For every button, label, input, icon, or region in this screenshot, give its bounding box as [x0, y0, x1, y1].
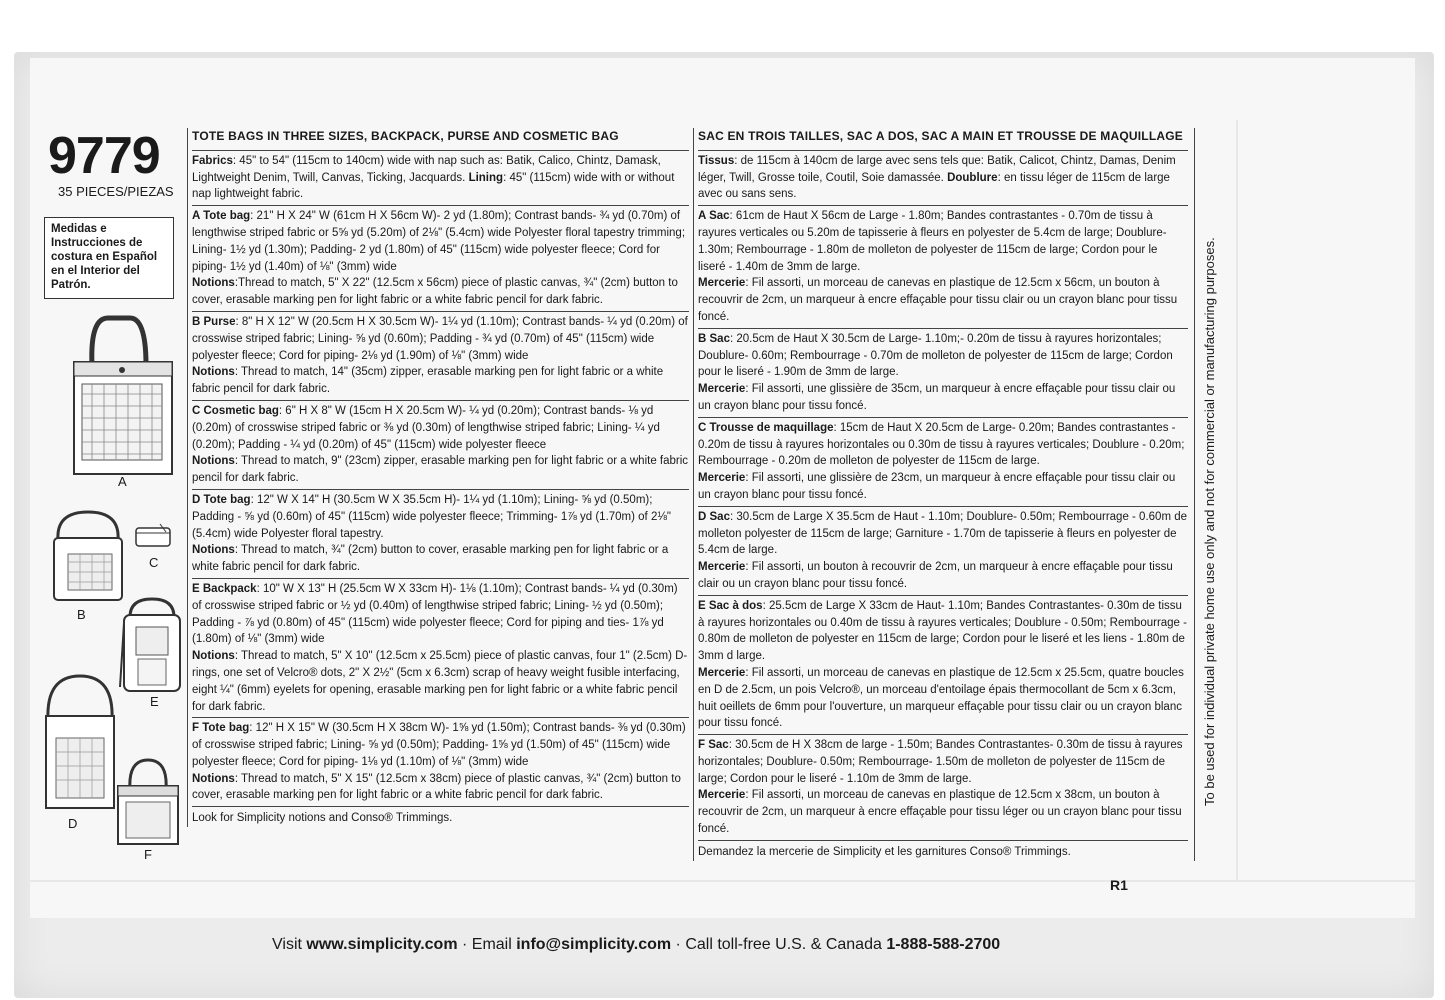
contact-bar — [272, 936, 1000, 954]
view-f-section — [192, 717, 689, 806]
mercerie-label: Mercerie — [698, 561, 746, 574]
purse-b-illustration — [48, 510, 128, 610]
notions-label: Notions — [192, 455, 235, 468]
view-b-label: B Purse — [192, 315, 236, 328]
vue-c-mercerie: : Fil assorti, une glissière de 23cm, un marqueur à encre effaçable pour tissu clair ou un crayon blanc pour tissu foncé. — [698, 472, 1176, 501]
view-f-text: : 12" H X 15" W (30.5cm H X 38cm W)- 1⅝ yd (1.50m); Contrast bands- ⅜ yd (0.30m) of crosswise striped fabric; Lining- ⅝ yd (0.50m); Padding- 1⅝ yd (1.50m) of 45" (115cm) wide polyester fleece; Cord for piping- 1⅛ yd (1.10m) of ⅛" (3mm) wide — [192, 722, 686, 768]
cosmetic-bag-c-illustration — [134, 520, 174, 550]
notions-label: Notions — [192, 544, 235, 557]
view-b-text: : 8" H X 12" W (20.5cm H X 30.5cm W)- 1¼ yd (1.10m); Contrast bands- ¼ yd (0.20m) of crosswise striped fabric; Lining- ⅝ yd (0.60m); Padding - ¾ yd (0.70m) of 45" (115cm) wide polyester fleece; Cord for piping- 2⅛ yd (1.90m) of ⅛" (3mm) wide — [192, 315, 688, 362]
english-instructions-column — [187, 128, 689, 827]
notions-label: Notions — [192, 277, 235, 290]
backpack-e-illustration — [118, 597, 188, 697]
mercerie-label: Mercerie — [698, 277, 746, 290]
figure-label-a: A — [118, 474, 127, 489]
vue-f-text: : 30.5cm de H X 38cm de large - 1.50m; Bandes Contrastantes- 0.30m de tissu à rayures horizontales; Doublure- 0.50m; Rembourrage- 1.50m de molleton de polyester de 115cm de large; Cordon pour le liseré - 1.10m de 3mm de large. — [698, 739, 1183, 785]
lining-label: Lining — [468, 171, 504, 184]
figure-label-b: B — [77, 607, 86, 622]
notions-label: Notions — [192, 366, 235, 379]
view-d-label: D Tote bag — [192, 493, 251, 506]
figure-label-d: D — [68, 816, 78, 831]
view-f-label: F Tote bag — [192, 722, 250, 735]
vue-b-section — [698, 328, 1188, 417]
usage-notice: To be used for individual private home use only and not for commercial or manufacturing purposes. — [1202, 237, 1217, 806]
lining-text: : 45" (115cm) wide with or without nap lightweight fabric. — [192, 171, 675, 201]
vue-e-section — [698, 595, 1188, 734]
tissus-label: Tissus — [698, 154, 735, 167]
tissus-section — [698, 150, 1188, 205]
notions-label: Notions — [192, 650, 235, 663]
vue-a-mercerie: : Fil assorti, un morceau de canevas en plastique de 12.5cm x 56cm, un bouton à recouvrir de 2cm, un marqueur à encre effaçable pour tissu clair ou un crayon blanc pour tissu foncé. — [698, 277, 1178, 323]
vue-c-label: C Trousse de maquillage — [698, 421, 834, 434]
vue-b-label: B Sac — [698, 332, 730, 345]
phone-number[interactable]: 1-888-588-2700 — [886, 936, 1001, 953]
tote-bag-d-illustration — [40, 672, 120, 812]
figure-label-e: E — [150, 694, 159, 709]
view-d-section — [192, 489, 689, 578]
view-d-notions: : Thread to match, ¾" (2cm) button to cover, erasable marking pen for light fabric or a white fabric pencil for dark fabric. — [192, 544, 669, 574]
vue-d-text: : 30.5cm de Large X 35.5cm de Haut - 1.10m; Doublure- 0.50m; Rembourrage - 0.60m de molleton polyester de 115cm de large; Garniture - 1.70m de tapisserie à fleurs en polyester de 5.4cm de large. — [698, 510, 1188, 557]
vue-a-label: A Sac — [698, 210, 730, 223]
visit-text: Visit — [272, 936, 307, 953]
separator-text: · Call toll-free U.S. & Canada — [671, 936, 887, 953]
view-e-section — [192, 578, 689, 717]
view-c-label: C Cosmetic bag — [192, 404, 279, 417]
french-title: SAC EN TROIS TAILLES, SAC A DOS, SAC A MAIN ET TROUSSE DE MAQUILLAGE — [698, 129, 1183, 143]
fabrics-text: : 45" to 54" (115cm to 140cm) wide with nap such as: Batik, Calico, Chintz, Damask, Lightweight Denim, Twill, Canvas, Ticking, Jacquards. — [192, 154, 661, 184]
vue-e-label: E Sac à dos — [698, 599, 763, 612]
vue-a-section — [698, 205, 1188, 328]
vue-c-section — [698, 417, 1188, 506]
view-c-notions: : Thread to match, 9" (23cm) zipper, erasable marking pen for light fabric or a white fabric pencil for dark fabric. — [192, 455, 689, 485]
vue-b-text: : 20.5cm de Haut X 30.5cm de Large- 1.10m;- 0.20m de tissu à rayures horizontales; Doublure- 0.60m; Rembourrage - 0.70m de molleton de polyester de 115cm de large; Cordon pour le liseré - 1.90m de 3mm de large. — [698, 332, 1173, 379]
notions-label: Notions — [192, 772, 235, 785]
doublure-label: Doublure — [947, 171, 998, 184]
pattern-number: 9779 — [48, 127, 160, 185]
vue-f-section — [698, 734, 1188, 840]
view-e-text: : 10" W X 13" H (25.5cm W X 33cm H)- 1⅛ (1.10m); Contrast bands- ¼ yd (0.30m) of crosswise striped fabric or ½ yd (0.40m) of lengthwise striped fabric; Lining- ½ yd (0.50m); Padding - ⅞ yd (0.80m) of 45" (115cm) wide polyester fleece; Cord for piping and ties- 1⅞ yd (1.80m) of ⅛" (3mm) wide — [192, 582, 678, 646]
view-a-text: : 21" H X 24" W (61cm H X 56cm W)- 2 yd (1.80m); Contrast bands- ¾ yd (0.70m) of lengthwise striped fabric or 5⅝ yd (5.20m) of 2⅛" (5.4cm) wide Polyester floral tapestry trimming; Lining- 1½ yd (1.30m); Padding- 2 yd (1.80m) of 45" (115cm) wide polyester fleece; Cord for piping- 1½ yd (1.40m) of ⅛" (3mm) wide — [192, 210, 686, 273]
vue-e-mercerie: : Fil assorti, un morceau de canevas en plastique de 12.5cm x 25.5cm, quatre boucles en D de 2.5cm, un pois Velcro®, un morceau d'entoilage épais thermocollant de 5cm x 6.3cm, huit oeillets de 6mm pour l'ouverture, un marqueur effaçable pour tissu clair ou un crayon blanc pour tissu foncé. — [698, 666, 1184, 730]
view-c-text: : 6" H X 8" W (15cm H X 20.5cm W)- ¼ yd (0.20m); Contrast bands- ⅛ yd (0.20m) of crosswise striped fabric or ⅜ yd (0.30m) of lengthwise striped fabric; Lining- ¼ yd (0.20m); Padding - ¼ yd (0.20m) of 45" (115cm) wide polyester fleece — [192, 404, 660, 451]
french-instructions-column — [693, 128, 1195, 861]
figure-label-c: C — [149, 555, 159, 570]
vue-c-text: : 15cm de Haut X 20.5cm de Large- 0.20m; Bandes contrastantes - 0.20m de tissu à rayures horizontales ou 0.30m de tissu à rayures verticales; Doublure - 0.20m; Rembourrage - 0.20m de molleton de polyester de 115cm de large. — [698, 421, 1185, 468]
vue-b-mercerie: : Fil assorti, une glissière de 35cm, un marqueur à encre effaçable pour tissu clair ou un crayon blanc pour tissu foncé. — [698, 383, 1176, 412]
vue-d-label: D Sac — [698, 510, 730, 523]
view-b-section — [192, 311, 689, 400]
fabrics-label: Fabrics — [192, 154, 233, 167]
tote-bag-a-illustration — [60, 310, 185, 480]
mercerie-label: Mercerie — [698, 383, 746, 396]
mercerie-label: Mercerie — [698, 789, 746, 802]
website-link[interactable]: www.simplicity.com — [306, 936, 458, 953]
view-a-section — [192, 205, 689, 311]
crease-line — [30, 880, 1415, 882]
tote-bag-f-illustration — [114, 756, 184, 848]
vue-d-section — [698, 506, 1188, 595]
english-footer: Look for Simplicity notions and Conso® Trimmings. — [192, 806, 689, 827]
email-link[interactable]: info@simplicity.com — [516, 936, 672, 953]
crease-line — [1236, 120, 1238, 880]
mercerie-label: Mercerie — [698, 666, 746, 679]
fabrics-section — [192, 150, 689, 205]
figure-label-f: F — [144, 847, 152, 862]
separator-text: · Email — [457, 936, 517, 953]
vue-e-text: : 25.5cm de Large X 33cm de Haut- 1.10m; Bandes Contrastantes- 0.30m de tissu à rayures horizontales ou 0.40m de tissu à rayures verticales; Doublure - 0.50m; Rembourrage - 0.80m de molleton de polyester en 115cm de large; Cordon pour le liseré et les liens - 1.80m de 3mm d large. — [698, 599, 1187, 663]
view-a-label: A Tote bag — [192, 210, 251, 223]
doublure-text: : en tissu léger de 115cm de large avec ou sans sens. — [698, 171, 1170, 201]
spanish-instructions-note: Medidas e Instrucciones de costura en Español en el Interior del Patrón. — [44, 217, 174, 299]
view-b-notions: : Thread to match, 14" (35cm) zipper, erasable marking pen for light fabric or a white fabric pencil for dark fabric. — [192, 366, 664, 396]
vue-f-mercerie: : Fil assorti, un morceau de canevas en plastique de 12.5cm x 38cm, un bouton à recouvrir de 2cm, un marqueur à encre effaçable pour tissu léger ou un crayon blanc pour tissu foncé. — [698, 789, 1182, 836]
vue-d-mercerie: : Fil assorti, un bouton à recouvrir de 2cm, un marqueur à encre effaçable pour tissu clair ou un crayon blanc pour tissu foncé. — [698, 561, 1173, 590]
view-a-notions: :Thread to match, 5" X 22" (12.5cm x 56cm) piece of plastic canvas, ¾" (2cm) button to cover, erasable marking pen for light fabric or a white fabric pencil for dark fabric. — [192, 277, 678, 307]
vue-f-label: F Sac — [698, 739, 729, 752]
vue-a-text: : 61cm de Haut X 56cm de Large - 1.80m; Bandes contrastantes - 0.70m de tissu à rayures verticales ou 5.20m de tapisserie à fleurs en polyester de 5.4cm de large; Doublure- 1.30m; Rembourrage - 1.80m de molleton de polyester de 115cm de large; Cordon pour le liseré - 1.40m de 3mm de large. — [698, 210, 1167, 273]
french-footer: Demandez la mercerie de Simplicity et les garnitures Conso® Trimmings. — [698, 840, 1188, 861]
view-f-notions: : Thread to match, 5" X 15" (12.5cm x 38cm) piece of plastic canvas, ¾" (2cm) button to cover, erasable marking pen for light fabric or a white fabric pencil for dark fabric. — [192, 772, 681, 802]
view-d-text: : 12" W X 14" H (30.5cm W X 35.5cm H)- 1¼ yd (1.10m); Lining- ⅝ yd (0.50m); Padding - ⅝ yd (0.60m) of 45" (115cm) wide polyester fleece; Trimming- 1⅞ yd (1.70m) of 2⅛" (5.4cm) wide Polyester floral tapestry. — [192, 493, 672, 540]
mercerie-label: Mercerie — [698, 472, 746, 485]
view-e-notions: : Thread to match, 5" X 10" (12.5cm x 25.5cm) piece of plastic canvas, four 1" (2.5cm) D-rings, one set of Velcro® dots, 2" X 2½" (5cm x 6.3cm) scrap of heavy weight fusible interfacing, eight ¼" (6mm) eyelets for opening, erasable marking pen for light fabric or a white fabric pencil for dark fabric. — [192, 650, 688, 713]
pieces-count: 35 PIECES/PIEZAS — [58, 184, 174, 199]
view-e-label: E Backpack — [192, 582, 257, 595]
tissus-text: : de 115cm à 140cm de large avec sens tels que: Batik, Calicot, Chintz, Damas, Denim léger, Twill, Grosse toile, Coutil, Soie damassée. — [698, 154, 1176, 184]
revision-mark: R1 — [1110, 877, 1128, 893]
english-title: TOTE BAGS IN THREE SIZES, BACKPACK, PURSE AND COSMETIC BAG — [192, 129, 619, 143]
view-c-section — [192, 400, 689, 489]
